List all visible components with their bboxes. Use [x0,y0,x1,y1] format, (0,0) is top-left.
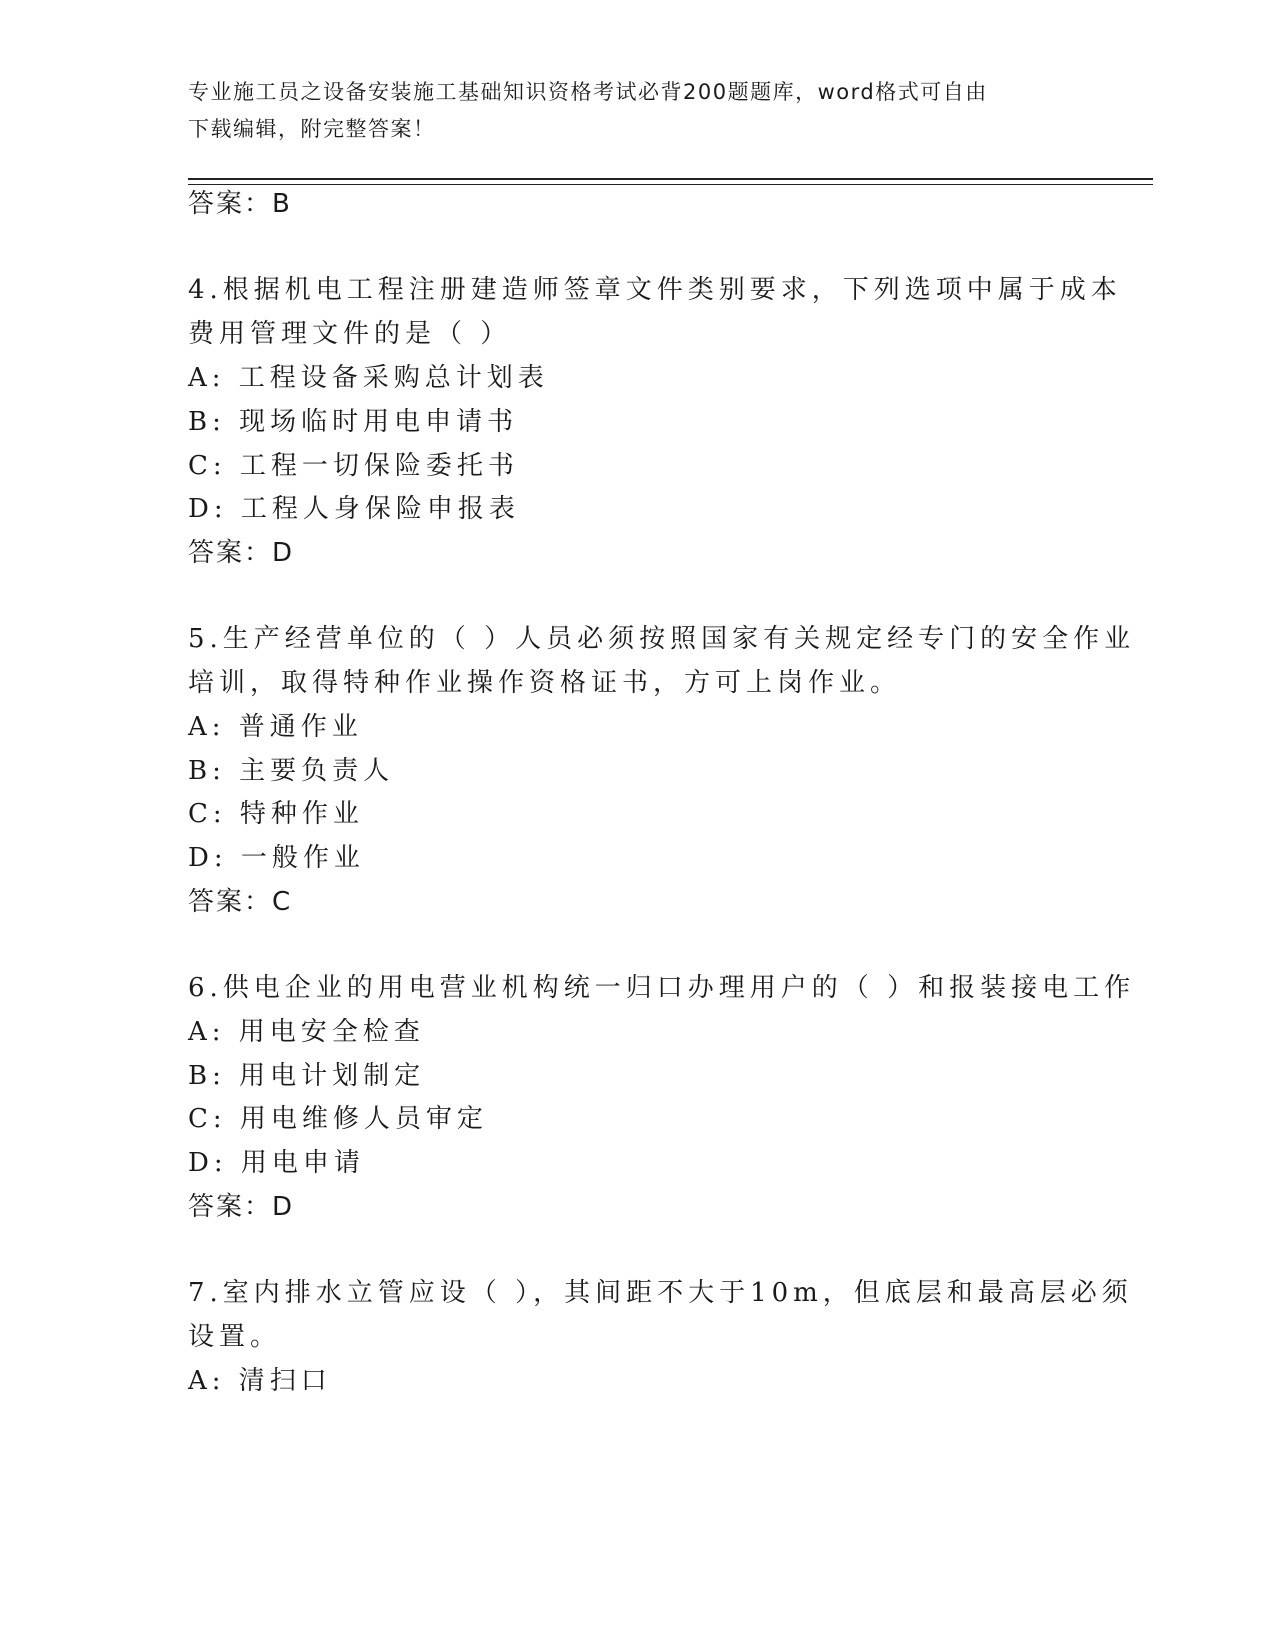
question-4-option-a: A: 工程设备采购总计划表 [188,363,549,393]
header-rule-thick [188,178,1153,180]
question-5-option-b: B: 主要负责人 [188,756,395,786]
answer-q5: 答案：C [188,887,293,917]
header-rule-thin [188,184,1153,185]
question-4-stem-line-1: 4.根据机电工程注册建造师签章文件类别要求，下列选项中属于成本 [188,275,1122,305]
header-line-1: 专业施工员之设备安装施工基础知识资格考试必背200题题库，word格式可自由 [188,80,988,104]
question-5-stem-line-1: 5.生产经营单位的（ ）人员必须按照国家有关规定经专门的安全作业 [188,624,1136,654]
question-6-option-d: D: 用电申请 [188,1148,365,1178]
document-header [188,74,1088,148]
question-4-stem-line-2: 费用管理文件的是（ ） [188,319,512,349]
question-6-option-b: B: 用电计划制定 [188,1061,426,1091]
question-6-option-a: A: 用电安全检查 [188,1017,425,1047]
question-4-option-b: B: 现场临时用电申请书 [188,407,519,437]
question-5-stem-line-2: 培训，取得特种作业操作资格证书，方可上岗作业。 [188,668,902,698]
question-5-option-a: A: 普通作业 [188,712,363,742]
answer-q6: 答案：D [188,1192,295,1222]
question-6-option-c: C: 用电维修人员审定 [188,1104,488,1134]
question-5-option-c: C: 特种作业 [188,799,364,829]
question-7-stem-line-1: 7.室内排水立管应设（ ），其间距不大于10m，但底层和最高层必须 [188,1278,1133,1308]
question-7-option-a: A: 清扫口 [188,1366,332,1396]
question-4-option-d: D: 工程人身保险申报表 [188,494,520,524]
answer-q3: 答案：B [188,189,292,219]
question-6-stem-line-1: 6.供电企业的用电营业机构统一归口办理用户的（ ）和报装接电工作 [188,973,1136,1003]
header-line-2: 下载编辑，附完整答案！ [188,117,436,141]
question-4-option-c: C: 工程一切保险委托书 [188,451,519,481]
question-5-option-d: D: 一般作业 [188,843,365,873]
question-7-stem-line-2: 设置。 [188,1322,282,1352]
answer-q4: 答案：D [188,538,295,568]
